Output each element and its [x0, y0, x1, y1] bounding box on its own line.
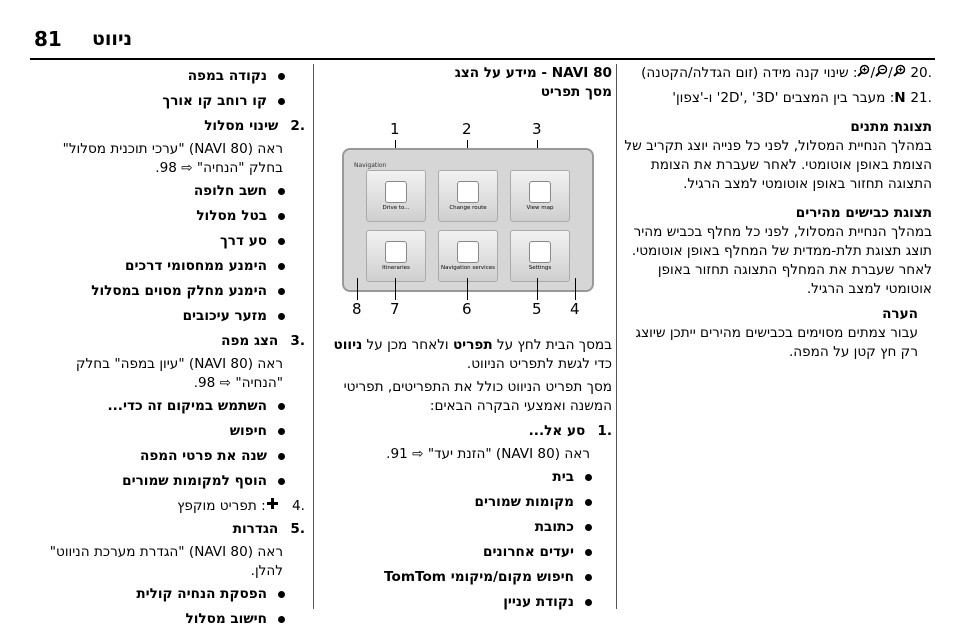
item-5-ref: ראה (NAVI 80) "הגדרת מערכת הניווט" להלן.	[49, 544, 283, 579]
callout-line	[537, 278, 538, 300]
column-middle	[322, 64, 612, 618]
page-header	[0, 0, 960, 52]
list-item: כתובת	[322, 518, 612, 537]
zoom-in-icon	[893, 64, 906, 77]
tile-drive-to: Drive to...	[366, 170, 426, 222]
callout-6: 6	[462, 300, 472, 318]
list-item: מקומות שמורים	[322, 493, 612, 512]
item-4: .4 : תפריט מוקפץ	[177, 498, 305, 514]
list-item: נקודת עניין	[322, 593, 612, 612]
callout-line	[467, 278, 468, 300]
callout-1: 1	[390, 120, 400, 138]
header-rule	[30, 58, 935, 60]
item-1: .1 סע אל...	[528, 423, 612, 439]
zoom-out-icon	[875, 64, 888, 77]
tile-settings: Settings	[510, 230, 570, 282]
highway-view-heading: תצוגת כבישים מהירים	[795, 205, 932, 221]
callout-line	[357, 278, 358, 300]
column-right	[624, 64, 932, 362]
list-item: בית	[322, 468, 612, 487]
item-5: .5 הגדרות	[232, 521, 305, 537]
junction-view-heading: תצוגת מתנים	[850, 119, 932, 135]
tile-change-route: Change route	[438, 170, 498, 222]
callout-7: 7	[390, 300, 400, 318]
plus-icon	[266, 497, 279, 510]
item-3-ref: ראה (NAVI 80) "עיון במפה" בחלק "הנחיה" ⇨ 98.	[75, 356, 283, 391]
list-item: חיפוש	[30, 422, 305, 441]
list-item: הוסף למקומות שמורים	[30, 472, 305, 491]
item-21: .21 N: מעבר בין המצבים '2D', '3D' ו-'צפון'	[672, 90, 932, 106]
page-number: 81	[34, 27, 62, 51]
list-item: השתמש במיקום זה כדי...	[30, 397, 305, 416]
callout-3: 3	[532, 120, 542, 138]
column-divider-left	[313, 64, 314, 609]
note-body: עבור צמתים מסוימים בכבישים מהירים ייתכן שיוצג רק חץ קטן על המפה.	[635, 325, 918, 360]
list-item: יעדים אחרונים	[322, 543, 612, 562]
item-1-ref: ראה (NAVI 80) "הזנת יעד" ⇨ 91.	[386, 446, 590, 462]
screen-title: Navigation	[354, 162, 387, 169]
list-item: חיפוש מקום/מיקומי TomTom	[322, 568, 612, 587]
junction-view-body: במהלך הנחיית המסלול, לפני כל פנייה יוצג תקריב של הצומת באופן אוטומטי. לאחר שעברת את הצומת התצוגה תחזור באופן אוטומטי למצב הרגיל.	[624, 138, 932, 192]
list-item: הימנע ממחסומי דרכים	[30, 257, 305, 276]
list-item: שנה את פרטי המפה	[30, 447, 305, 466]
menu-description: מסך תפריט הניווט כולל את התפריטים, תפריטי המשנה ואמצעי הבקרה הבאים:	[343, 379, 612, 414]
list-item: הפסקת הנחיה קולית	[30, 585, 305, 604]
item-3: .3 הצג מפה	[221, 333, 305, 349]
highway-view-body: במהלך הנחיית המסלול, לפני כל מחלף בכביש מהיר תוצג תצוגת תלת-ממדית של המחלף באופן אוטומטי. לאחר שעברת את המחלף התצוגה תחזור באופן אוטומטי למצב הרגיל.	[631, 224, 932, 297]
menu-screen-figure	[330, 110, 602, 326]
item-2-ref: ראה (NAVI 80) "ערכי תוכנית מסלול" בחלק "הנחיה" ⇨ 98.	[62, 141, 283, 176]
list-item: בטל מסלול	[30, 207, 305, 226]
zoom-in-icon	[857, 64, 870, 77]
callout-line	[575, 278, 576, 300]
column-divider-right	[616, 64, 617, 609]
list-item: נקודה במפה	[30, 67, 305, 86]
callout-4: 4	[570, 300, 580, 318]
item-2: .2 שינוי מסלול	[204, 118, 305, 134]
tile-navigation-services: Navigation services	[438, 230, 498, 282]
callout-2: 2	[462, 120, 472, 138]
item-20: .20 //: שינוי קנה מידה (זום הגדלה/הקטנה)	[641, 65, 932, 81]
section-heading-navi80: NAVI 80 - מידע על הצג	[454, 65, 612, 81]
subsection-heading-menu-screen: מסך תפריט	[540, 84, 612, 100]
list-item: חישוב מסלול	[30, 610, 305, 629]
intro-paragraph: במסך הבית לחץ על תפריט ולאחר מכן על ניווט כדי לגשת לתפריט הניווט.	[333, 337, 612, 372]
callout-line	[395, 278, 396, 300]
note-title: הערה	[882, 306, 918, 322]
section-title: ניווט	[92, 28, 133, 50]
list-item: סע דרך	[30, 232, 305, 251]
callout-8: 8	[352, 300, 362, 318]
tile-itineraries: Itineraries	[366, 230, 426, 282]
column-left	[30, 64, 305, 635]
list-item: הימנע מחלק מסוים במסלול	[30, 282, 305, 301]
compass-icon: N	[894, 90, 906, 106]
callout-5: 5	[532, 300, 542, 318]
list-item: קו רוחב קו אורך	[30, 92, 305, 111]
navigation-menu-screen	[342, 148, 594, 292]
list-item: מזער עיכובים	[30, 307, 305, 326]
list-item: חשב חלופה	[30, 182, 305, 201]
tile-view-map: View map	[510, 170, 570, 222]
